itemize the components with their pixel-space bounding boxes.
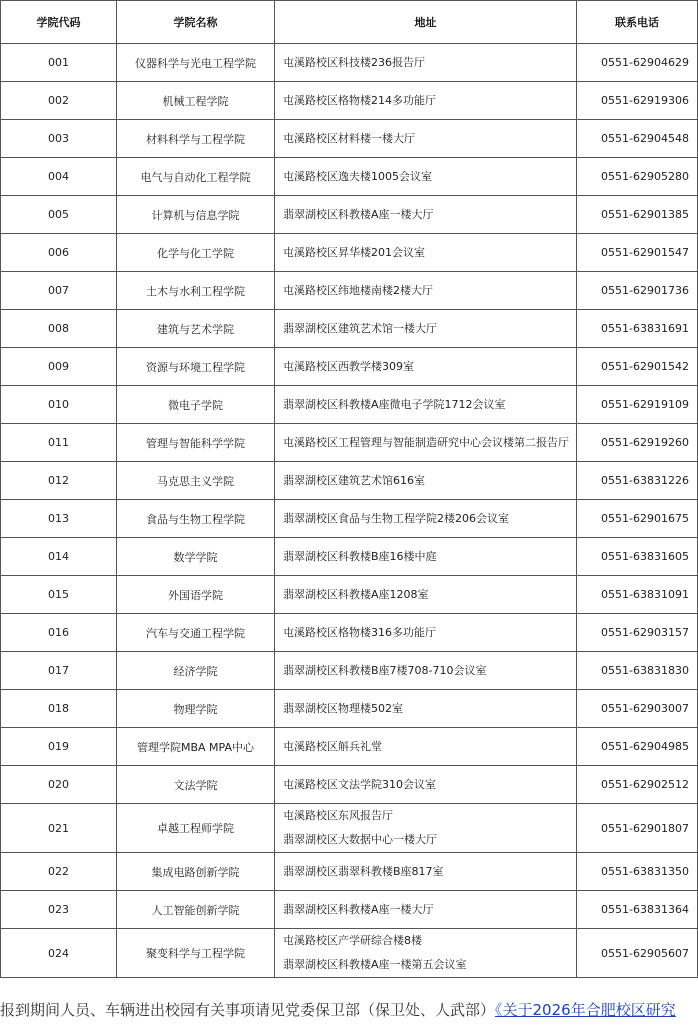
cell-code: 013 <box>1 500 117 538</box>
footer-link[interactable]: 《关于2026年合肥校区研究 <box>495 1001 676 1019</box>
cell-name: 仪器科学与光电工程学院 <box>117 44 275 82</box>
cell-address <box>275 652 577 690</box>
cell-code: 023 <box>1 891 117 929</box>
header-code: 学院代码 <box>1 1 117 44</box>
table-row <box>1 500 698 538</box>
cell-phone: 0551-63831364 <box>577 891 698 929</box>
table-row <box>1 538 698 576</box>
cell-name: 聚变科学与工程学院 <box>117 929 275 978</box>
address-line: 翡翠湖校区科教楼A座微电子学院1712会议室 <box>283 397 506 411</box>
cell-name: 计算机与信息学院 <box>117 196 275 234</box>
cell-name: 人工智能创新学院 <box>117 891 275 929</box>
cell-phone: 0551-62901385 <box>577 196 698 234</box>
cell-code: 024 <box>1 929 117 978</box>
address-line: 屯溪路校区材料楼一楼大厅 <box>283 131 415 145</box>
cell-address <box>275 310 577 348</box>
cell-name: 物理学院 <box>117 690 275 728</box>
cell-phone: 0551-62901542 <box>577 348 698 386</box>
address-line: 屯溪路校区格物楼316多功能厅 <box>283 625 436 639</box>
table-row <box>1 576 698 614</box>
cell-address <box>275 424 577 462</box>
table-body <box>1 44 698 978</box>
cell-code: 006 <box>1 234 117 272</box>
cell-address <box>275 120 577 158</box>
cell-address <box>275 462 577 500</box>
table-row <box>1 158 698 196</box>
cell-phone: 0551-63831091 <box>577 576 698 614</box>
address-line: 翡翠湖校区科教楼B座16楼中庭 <box>283 549 437 563</box>
cell-phone: 0551-62901547 <box>577 234 698 272</box>
cell-address <box>275 196 577 234</box>
table-row <box>1 766 698 804</box>
cell-name: 文法学院 <box>117 766 275 804</box>
cell-address <box>275 348 577 386</box>
cell-name: 机械工程学院 <box>117 82 275 120</box>
cell-address <box>275 234 577 272</box>
address-line: 屯溪路校区西教学楼309室 <box>283 359 414 373</box>
cell-code: 020 <box>1 766 117 804</box>
cell-phone: 0551-62904985 <box>577 728 698 766</box>
cell-name: 资源与环境工程学院 <box>117 348 275 386</box>
cell-code: 014 <box>1 538 117 576</box>
table-row <box>1 728 698 766</box>
cell-phone: 0551-62919260 <box>577 424 698 462</box>
address-line: 翡翠湖校区翡翠科教楼B座817室 <box>283 864 444 878</box>
table-header-row <box>1 1 698 44</box>
cell-address <box>275 728 577 766</box>
address-line: 屯溪路校区工程管理与智能制造研究中心会议楼第二报告厅 <box>283 435 569 449</box>
cell-name: 化学与化工学院 <box>117 234 275 272</box>
cell-phone: 0551-63831605 <box>577 538 698 576</box>
cell-code: 017 <box>1 652 117 690</box>
cell-address <box>275 766 577 804</box>
table-row <box>1 234 698 272</box>
table-row <box>1 386 698 424</box>
cell-code: 005 <box>1 196 117 234</box>
cell-name: 建筑与艺术学院 <box>117 310 275 348</box>
address-line: 屯溪路校区文法学院310会议室 <box>283 777 436 791</box>
table-row <box>1 272 698 310</box>
table-row <box>1 804 698 853</box>
cell-name: 微电子学院 <box>117 386 275 424</box>
address-line: 翡翠湖校区科教楼A座一楼大厅 <box>283 902 434 916</box>
address-line: 屯溪路校区斛兵礼堂 <box>283 739 382 753</box>
cell-address <box>275 386 577 424</box>
cell-address <box>275 500 577 538</box>
cell-code: 016 <box>1 614 117 652</box>
cell-address <box>275 929 577 978</box>
table-row <box>1 929 698 978</box>
cell-phone: 0551-62901807 <box>577 804 698 853</box>
cell-name: 集成电路创新学院 <box>117 853 275 891</box>
address-line: 屯溪路校区格物楼214多功能厅 <box>283 93 436 107</box>
cell-code: 008 <box>1 310 117 348</box>
header-name: 学院名称 <box>117 1 275 44</box>
table-row <box>1 310 698 348</box>
address-line: 翡翠湖校区建筑艺术馆616室 <box>283 473 425 487</box>
cell-phone: 0551-62902512 <box>577 766 698 804</box>
cell-code: 018 <box>1 690 117 728</box>
cell-name: 经济学院 <box>117 652 275 690</box>
cell-name: 土木与水利工程学院 <box>117 272 275 310</box>
table-row <box>1 853 698 891</box>
address-line: 翡翠湖校区科教楼B座7楼708-710会议室 <box>283 663 487 677</box>
cell-phone: 0551-62903007 <box>577 690 698 728</box>
cell-name: 食品与生物工程学院 <box>117 500 275 538</box>
cell-phone: 0551-62905607 <box>577 929 698 978</box>
cell-code: 022 <box>1 853 117 891</box>
cell-address <box>275 272 577 310</box>
cell-name: 数学学院 <box>117 538 275 576</box>
table-row <box>1 614 698 652</box>
footer-notice <box>0 997 676 1023</box>
cell-address <box>275 82 577 120</box>
cell-address <box>275 891 577 929</box>
table-row <box>1 424 698 462</box>
table-row <box>1 120 698 158</box>
address-line: 屯溪路校区科技楼236报告厅 <box>283 55 425 69</box>
table-row <box>1 348 698 386</box>
cell-phone: 0551-63831830 <box>577 652 698 690</box>
cell-code: 012 <box>1 462 117 500</box>
address-line: 翡翠湖校区食品与生物工程学院2楼206会议室 <box>283 511 509 525</box>
cell-code: 010 <box>1 386 117 424</box>
table-row <box>1 891 698 929</box>
cell-phone: 0551-62904548 <box>577 120 698 158</box>
table-row <box>1 196 698 234</box>
table-row <box>1 462 698 500</box>
cell-address <box>275 44 577 82</box>
footer-text: 报到期间人员、车辆进出校园有关事项请见党委保卫部（保卫处、人武部） <box>0 1001 496 1019</box>
address-line: 翡翠湖校区科教楼A座一楼第五会议室 <box>283 958 467 971</box>
cell-address <box>275 690 577 728</box>
table-row <box>1 652 698 690</box>
cell-phone: 0551-63831226 <box>577 462 698 500</box>
table-row <box>1 82 698 120</box>
cell-code: 001 <box>1 44 117 82</box>
address-line: 屯溪路校区东风报告厅 <box>283 809 393 822</box>
cell-address <box>275 853 577 891</box>
cell-address <box>275 158 577 196</box>
cell-code: 021 <box>1 804 117 853</box>
header-phone: 联系电话 <box>577 1 698 44</box>
cell-name: 外国语学院 <box>117 576 275 614</box>
cell-name: 管理与智能科学学院 <box>117 424 275 462</box>
cell-code: 019 <box>1 728 117 766</box>
address-line: 翡翠湖校区建筑艺术馆一楼大厅 <box>283 321 437 335</box>
cell-code: 011 <box>1 424 117 462</box>
cell-code: 015 <box>1 576 117 614</box>
address-line: 翡翠湖校区科教楼A座一楼大厅 <box>283 207 434 221</box>
cell-code: 004 <box>1 158 117 196</box>
address-line: 屯溪路校区产学研综合楼8楼 <box>283 934 422 947</box>
address-line: 翡翠湖校区物理楼502室 <box>283 701 403 715</box>
cell-phone: 0551-62905280 <box>577 158 698 196</box>
cell-name: 汽车与交通工程学院 <box>117 614 275 652</box>
address-line: 屯溪路校区纬地楼南楼2楼大厅 <box>283 283 433 297</box>
cell-code: 002 <box>1 82 117 120</box>
address-line: 翡翠湖校区大数据中心一楼大厅 <box>283 833 437 846</box>
cell-name: 马克思主义学院 <box>117 462 275 500</box>
table-row <box>1 44 698 82</box>
cell-phone: 0551-63831350 <box>577 853 698 891</box>
cell-name: 卓越工程师学院 <box>117 804 275 853</box>
cell-code: 007 <box>1 272 117 310</box>
cell-address <box>275 538 577 576</box>
cell-name: 管理学院MBA MPA中心 <box>117 728 275 766</box>
cell-address <box>275 576 577 614</box>
cell-name: 电气与自动化工程学院 <box>117 158 275 196</box>
cell-phone: 0551-62901675 <box>577 500 698 538</box>
cell-phone: 0551-63831691 <box>577 310 698 348</box>
cell-phone: 0551-62904629 <box>577 44 698 82</box>
cell-phone: 0551-62901736 <box>577 272 698 310</box>
address-line: 翡翠湖校区科教楼A座1208室 <box>283 587 429 601</box>
cell-phone: 0551-62919109 <box>577 386 698 424</box>
cell-name: 材料科学与工程学院 <box>117 120 275 158</box>
table-row <box>1 690 698 728</box>
cell-code: 003 <box>1 120 117 158</box>
cell-code: 009 <box>1 348 117 386</box>
address-line: 屯溪路校区逸夫楼1005会议室 <box>283 169 432 183</box>
address-line: 屯溪路校区昇华楼201会议室 <box>283 245 425 259</box>
cell-phone: 0551-62919306 <box>577 82 698 120</box>
cell-address <box>275 804 577 853</box>
cell-address <box>275 614 577 652</box>
header-address: 地址 <box>275 1 577 44</box>
cell-phone: 0551-62903157 <box>577 614 698 652</box>
